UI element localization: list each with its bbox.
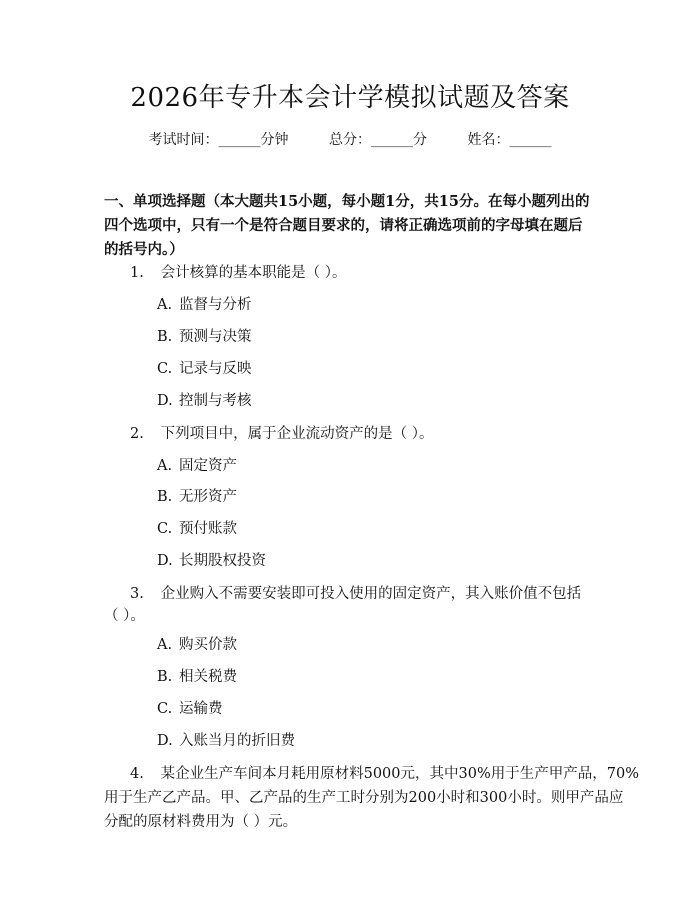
option-3c — [157, 698, 223, 720]
option-text: 监督与分析 — [179, 297, 252, 313]
option-text: 记录与反映 — [179, 361, 252, 377]
option-label: A. — [157, 458, 173, 474]
option-label: B. — [157, 669, 173, 685]
option-1c — [157, 358, 252, 380]
option-label: A. — [157, 637, 173, 653]
section-heading: 一、单项选择题（本大题共15小题，每小题1分，共15分。在每小题列出的四个选项中，只有一个是符合题目要求的，请将正确选项前的字母填在题后的括号内。） — [104, 193, 590, 258]
option-2b — [157, 486, 237, 508]
option-text: 相关税费 — [179, 669, 237, 685]
question-4 — [130, 762, 639, 786]
question-3 — [130, 582, 581, 606]
option-3b — [157, 666, 237, 688]
page-title: 2026年专升本会计学模拟试题及答案 — [130, 83, 570, 113]
question-2 — [130, 422, 433, 446]
question-stem: 会计核算的基本职能是（ ）。 — [160, 265, 347, 281]
option-label: C. — [157, 361, 173, 377]
exam-meta — [0, 130, 700, 150]
option-2d — [157, 550, 266, 572]
option-label: C. — [157, 701, 173, 717]
question-3-continued — [104, 604, 145, 628]
option-3a — [157, 634, 237, 656]
question-stem-line1: 某企业生产车间本月耗用原材料5000元，其中30%用于生产甲产品，70% — [160, 766, 639, 782]
option-1a — [157, 294, 252, 316]
option-label: B. — [157, 489, 173, 505]
question-4-line3 — [104, 810, 297, 834]
question-number: 2. — [130, 426, 144, 442]
question-stem-line1: 企业购入不需要安装即可投入使用的固定资产，其入账价值不包括 — [160, 586, 582, 602]
option-2c — [157, 518, 237, 540]
option-label: D. — [157, 553, 173, 569]
option-text: 固定资产 — [179, 458, 237, 474]
option-1b — [157, 326, 252, 348]
student-name-field: 姓名：______ — [467, 132, 552, 148]
option-3d — [157, 730, 295, 752]
question-number: 1. — [130, 265, 144, 281]
option-1d — [157, 390, 252, 412]
option-text: 长期股权投资 — [179, 553, 266, 569]
option-text: 控制与考核 — [179, 393, 252, 409]
option-text: 运输费 — [179, 701, 223, 717]
option-text: 预付账款 — [179, 521, 237, 537]
question-stem: 下列项目中，属于企业流动资产的是（ ）。 — [160, 426, 434, 442]
question-4-line2 — [104, 786, 623, 810]
question-stem-line3: 分配的原材料费用为（ ）元。 — [104, 814, 298, 830]
question-stem-line2: （ ）。 — [104, 608, 145, 624]
option-label: D. — [157, 733, 173, 749]
option-label: B. — [157, 329, 173, 345]
option-2a — [157, 455, 237, 477]
question-number: 4. — [130, 766, 144, 782]
total-score-field: 总分：______分 — [329, 132, 427, 148]
exam-time-field: 考试时间：______分钟 — [148, 132, 289, 148]
option-label: C. — [157, 521, 173, 537]
option-text: 预测与决策 — [179, 329, 252, 345]
option-label: D. — [157, 393, 173, 409]
question-1 — [130, 261, 346, 285]
option-text: 入账当月的折旧费 — [179, 733, 295, 749]
option-text: 无形资产 — [179, 489, 237, 505]
option-text: 购买价款 — [179, 637, 237, 653]
question-stem-line2: 用于生产乙产品。甲、乙产品的生产工时分别为200小时和300小时。则甲产品应 — [104, 790, 624, 806]
question-number: 3. — [130, 586, 144, 602]
option-label: A. — [157, 297, 173, 313]
